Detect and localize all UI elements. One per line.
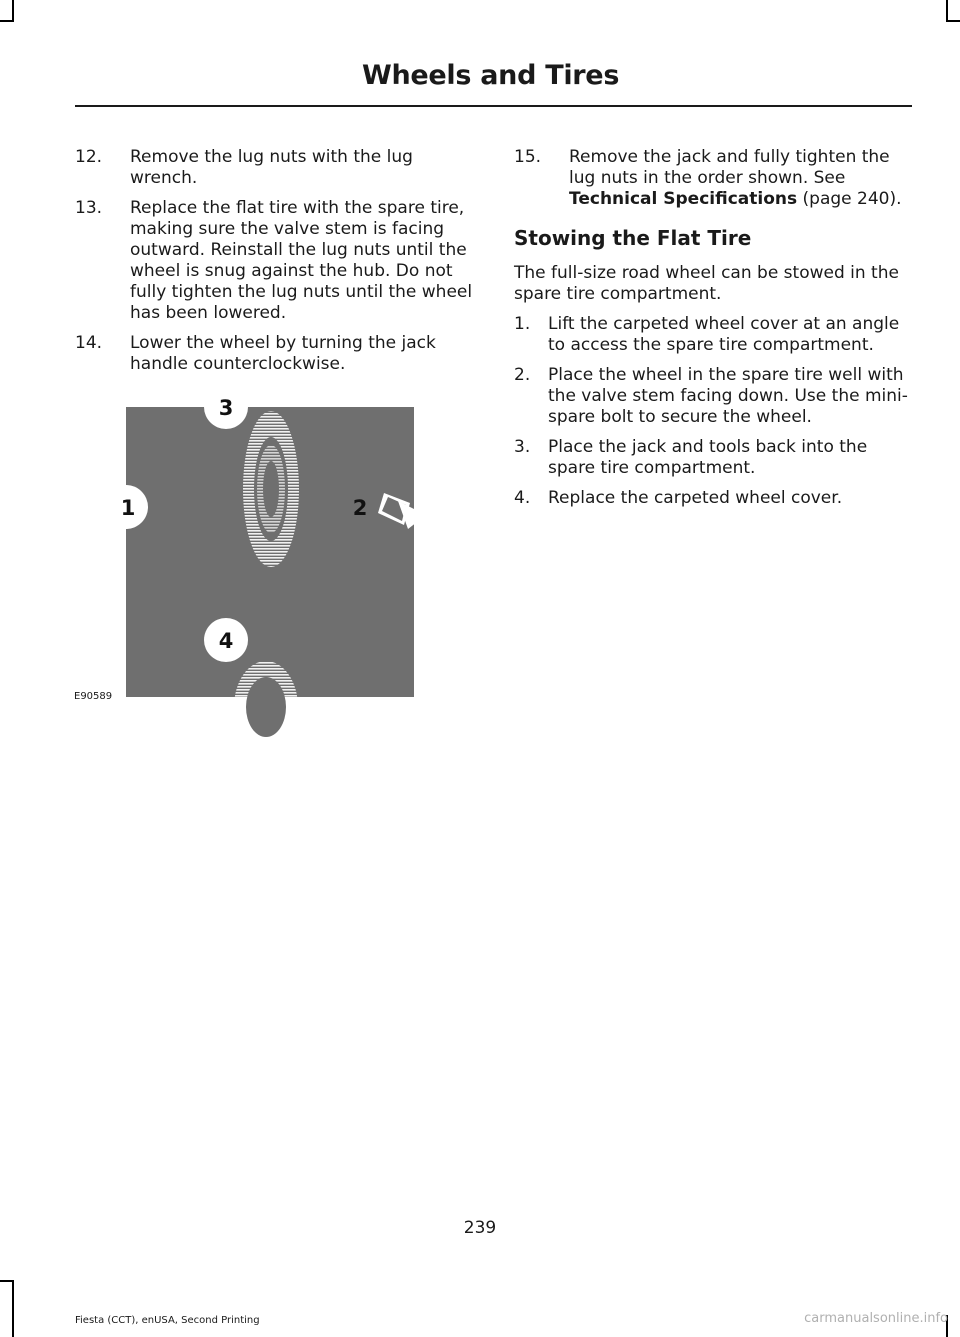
step-number: 4.: [514, 488, 531, 508]
step-text: (page 240).: [797, 189, 902, 209]
wheel-lower: [234, 661, 298, 753]
step-text: Replace the carpeted wheel cover.: [548, 488, 843, 508]
intro-paragraph: The full-size road wheel can be stowed in the spare tire compartment.: [514, 263, 899, 304]
wheel-illustration: [120, 396, 414, 697]
step-13: [75, 198, 480, 324]
step-text: Place the wheel in the spare tire well with the valve stem facing down. Use the mini-spare bolt to secure the wheel.: [548, 365, 908, 427]
footer-edition: Fiesta (CCT), enUSA, Second Printing: [75, 1315, 260, 1326]
left-column: [75, 147, 480, 384]
figure-id: E90589: [74, 691, 113, 702]
step-text: Lift the carpeted wheel cover at an angle to access the spare tire compartment.: [548, 314, 900, 355]
step-number: 12.: [75, 147, 103, 167]
step-15: [514, 147, 909, 210]
callout-4: [204, 618, 248, 662]
crop-mark: [0, 20, 14, 22]
step-text: Lower the wheel by turning the jack handle counterclockwise.: [130, 333, 436, 374]
crop-mark: [0, 1280, 14, 1282]
crop-mark: [946, 20, 960, 22]
step-number: 14.: [75, 333, 103, 353]
page-number: 239: [463, 1218, 497, 1238]
cross-reference-link[interactable]: Technical Specifications: [569, 189, 798, 209]
callout-1: [104, 485, 148, 529]
step-text: Remove the lug nuts with the lug wrench.: [130, 147, 413, 188]
step-number: 13.: [75, 198, 103, 218]
header-divider: [75, 105, 912, 107]
page-title: Wheels and Tires: [362, 60, 620, 91]
step-14: [75, 333, 480, 375]
step-number: 1.: [514, 314, 531, 334]
callout-label: 2: [352, 496, 368, 520]
stow-step-1: [514, 314, 909, 356]
crop-mark: [946, 0, 948, 22]
callout-3: [204, 385, 248, 429]
step-text: Place the jack and tools back into the spare tire compartment.: [548, 437, 868, 478]
callout-label: 3: [218, 396, 234, 420]
stow-step-2: [514, 365, 909, 428]
stow-step-3: [514, 437, 909, 479]
crop-mark: [12, 1280, 14, 1337]
arrow-icon: [378, 493, 426, 529]
step-text: Replace the flat tire with the spare tire, making sure the valve stem is facing outward. Reinstall the lug nuts until the wheel is snug against the hub. Do not fully tighten the lug nuts until the wheel has been lowered.: [130, 198, 473, 323]
right-column: [514, 147, 909, 518]
step-text: Remove the jack and fully tighten the lug nuts in the order shown. See: [569, 147, 890, 188]
wheel-upper: [243, 411, 299, 567]
step-number: 3.: [514, 437, 531, 457]
stow-step-4: [514, 488, 909, 509]
callout-label: 4: [218, 629, 234, 653]
callout-label: 1: [120, 496, 136, 520]
lug-nut-tightening-figure: [120, 396, 414, 697]
step-number: 15.: [514, 147, 542, 167]
section-heading: Stowing the Flat Tire: [514, 226, 752, 250]
step-number: 2.: [514, 365, 531, 385]
step-12: [75, 147, 480, 189]
crop-mark: [12, 0, 14, 22]
watermark: carmanualsonline.info: [804, 1311, 948, 1326]
callout-2: [353, 496, 368, 520]
